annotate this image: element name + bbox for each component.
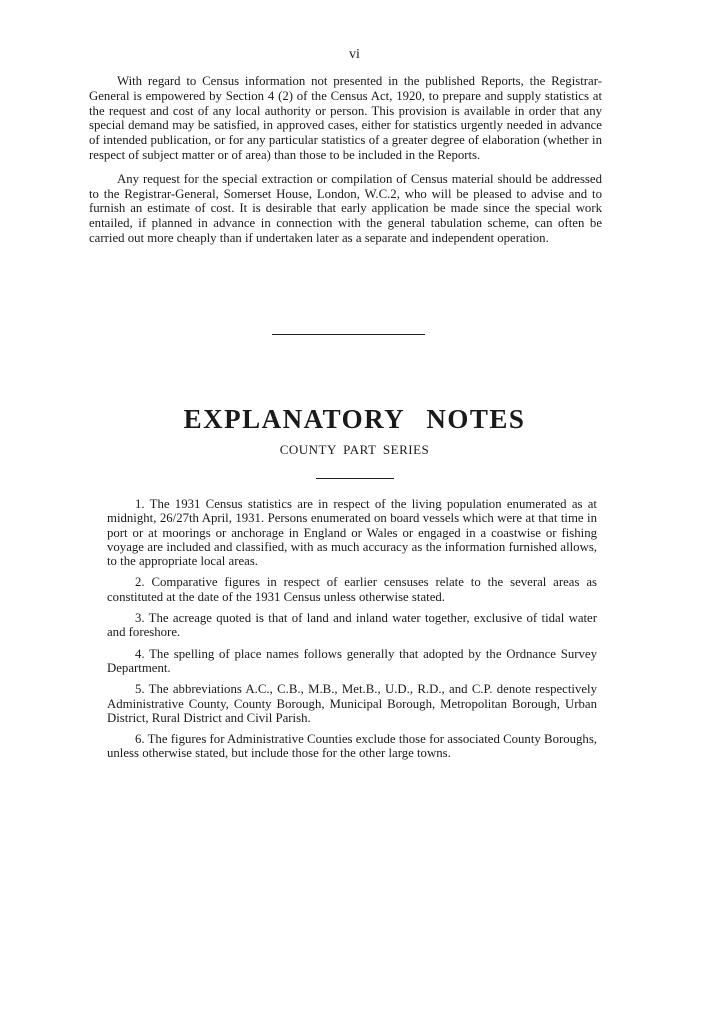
heading-underline [316,478,394,479]
note-item: 1. The 1931 Census statistics are in respect of the living population enumerated as at midnight, 26/27th April, 1931. Persons enumerated on board vessels which were at that time in port or at moorings or anchorage in England or Wales or engaged in a coastwise or fishing voyage are included and classified, with as much accuracy as the information furnished allows, to the appropriate local areas. [107,497,597,569]
section-heading: EXPLANATORY NOTES [183,404,526,434]
section-subheading: COUNTY PART SERIES [279,442,430,457]
note-item: 5. The abbreviations A.C., C.B., M.B., Met.B., U.D., R.D., and C.P. denote respectively Administrative County, County Borough, Municipal Borough, Metropolitan Borough, Urban District, Rural District and Civil Parish. [107,682,597,725]
note-item: 4. The spelling of place names follows generally that adopted by the Ordnance Survey Department. [107,646,597,675]
note-item: 6. The figures for Administrative Counties exclude those for associated County Boroughs, unless otherwise stated, but include those for the other large towns. [107,732,597,761]
census-information-section [89,74,602,255]
note-item: 3. The acreage quoted is that of land and inland water together, exclusive of tidal water and foreshore. [107,611,597,640]
page-number: vi [349,47,360,62]
intro-paragraph: Any request for the special extraction or compilation of Census material should be addressed to the Registrar-General, Somerset House, London, W.C.2, who will be pleased to advise and to furnish an estimate of cost. It is desirable that early application be made since the special work entailed, if planned in advance in connection with the general tabulation scheme, can often be carried out more cheaply than if undertaken later as a separate and independent operation. [89,171,602,245]
intro-paragraph: With regard to Census information not presented in the published Reports, the Registrar-General is empowered by Section 4 (2) of the Census Act, 1920, to prepare and supply statistics at the request and cost of any local authority or person. This provision is available in order that any special demand may be satisfied, in approved cases, either for statistics urgently needed in advance of intended publication, or for any particular statistics of a greater degree of elaboration (whether in respect of subject matter or of area) than those to be included in the Reports. [89,74,602,162]
explanatory-notes-list [107,497,597,768]
note-item: 2. Comparative figures in respect of earlier censuses relate to the several areas as constituted at the date of the 1931 Census unless otherwise stated. [107,575,597,604]
section-divider [272,334,425,335]
